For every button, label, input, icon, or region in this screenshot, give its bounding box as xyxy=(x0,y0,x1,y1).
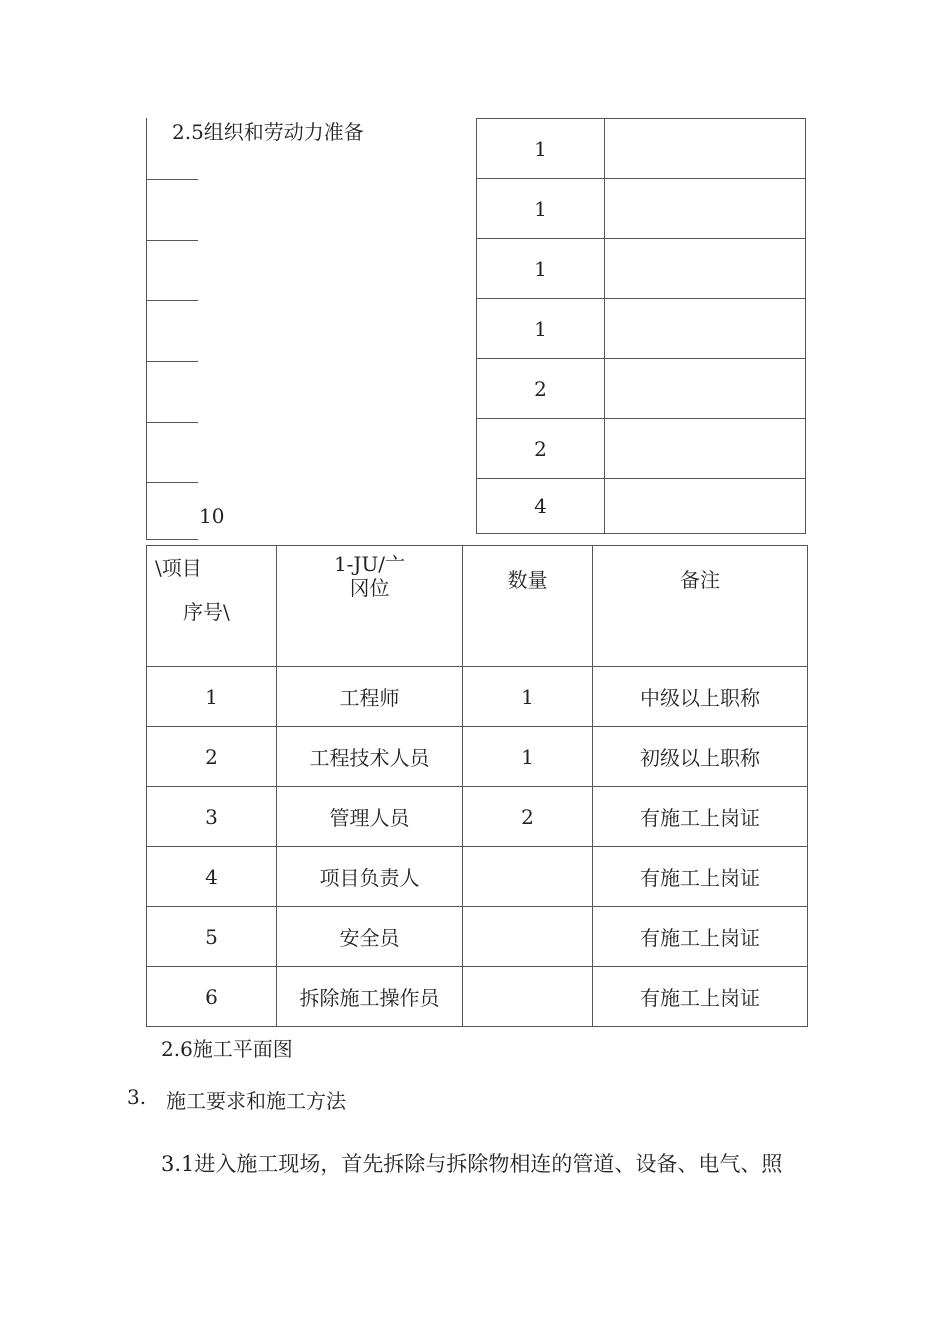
section-2-6-heading: 2.6施工平面图 xyxy=(161,1037,293,1061)
row-post: 工程技术人员 xyxy=(277,727,463,787)
quantity-cell: 1 xyxy=(477,179,605,239)
header-post-cell xyxy=(277,546,463,667)
header-item-label: \项目 xyxy=(155,556,202,580)
row-note: 中级以上职称 xyxy=(593,667,808,727)
row-quantity xyxy=(463,847,593,907)
section-3-heading: 施工要求和施工方法 xyxy=(166,1089,346,1113)
note-cell xyxy=(605,479,806,534)
left-rule xyxy=(146,179,198,180)
row-note: 有施工上岗证 xyxy=(593,787,808,847)
quantity-cell: 2 xyxy=(477,359,605,419)
quantity-cell: 1 xyxy=(477,119,605,179)
row-note: 有施工上岗证 xyxy=(593,907,808,967)
left-rule xyxy=(146,422,198,423)
row-post: 拆除施工操作员 xyxy=(277,967,463,1027)
row-post: 安全员 xyxy=(277,907,463,967)
row-number: 6 xyxy=(147,967,277,1027)
left-rule xyxy=(146,240,198,241)
note-cell xyxy=(605,419,806,479)
row-number: 3 xyxy=(147,787,277,847)
row-post: 管理人员 xyxy=(277,787,463,847)
row-quantity: 1 xyxy=(463,727,593,787)
table-row xyxy=(147,667,808,727)
quantity-fragment-table xyxy=(476,118,806,534)
row-post: 项目负责人 xyxy=(277,847,463,907)
left-rule xyxy=(146,361,198,362)
table-row xyxy=(477,299,806,359)
row-post: 工程师 xyxy=(277,667,463,727)
row-note: 初级以上职称 xyxy=(593,727,808,787)
table-row xyxy=(477,179,806,239)
row-number: 4 xyxy=(147,847,277,907)
note-cell xyxy=(605,239,806,299)
table-row xyxy=(477,479,806,534)
row-note: 有施工上岗证 xyxy=(593,967,808,1027)
left-rule xyxy=(146,539,198,540)
table-row xyxy=(477,119,806,179)
header-note-label: 备注 xyxy=(680,568,720,592)
row-quantity: 2 xyxy=(463,787,593,847)
quantity-cell: 1 xyxy=(477,299,605,359)
row-quantity xyxy=(463,967,593,1027)
note-cell xyxy=(605,179,806,239)
table-row xyxy=(477,419,806,479)
header-note-cell xyxy=(593,546,808,667)
row-quantity xyxy=(463,907,593,967)
row-note: 有施工上岗证 xyxy=(593,847,808,907)
header-quantity-cell xyxy=(463,546,593,667)
section-2-5-heading: 2.5组织和劳动力准备 xyxy=(172,120,364,144)
left-fragment-value: 10 xyxy=(199,504,225,528)
header-post-line1: 1-JU/亠 xyxy=(333,552,406,576)
note-cell xyxy=(605,359,806,419)
table-header-row xyxy=(147,546,808,667)
table-row xyxy=(147,787,808,847)
quantity-cell: 1 xyxy=(477,239,605,299)
table-row xyxy=(477,239,806,299)
row-number: 1 xyxy=(147,667,277,727)
left-rule xyxy=(146,482,198,483)
section-3-number: 3. xyxy=(127,1085,147,1109)
table-row xyxy=(147,907,808,967)
row-number: 5 xyxy=(147,907,277,967)
row-quantity: 1 xyxy=(463,667,593,727)
header-number-label: 序号\ xyxy=(183,600,230,624)
table-row xyxy=(147,967,808,1027)
left-border xyxy=(146,118,147,540)
quantity-cell: 2 xyxy=(477,419,605,479)
table-row xyxy=(147,847,808,907)
note-cell xyxy=(605,299,806,359)
header-diagonal-cell xyxy=(147,546,277,667)
staff-table xyxy=(146,545,808,1027)
row-number: 2 xyxy=(147,727,277,787)
paragraph-3-1: 3.1进入施工现场，首先拆除与拆除物相连的管道、设备、电气、照 xyxy=(161,1152,783,1176)
header-post-line2: 冈位 xyxy=(349,576,390,600)
table-row xyxy=(147,727,808,787)
note-cell xyxy=(605,119,806,179)
table-row xyxy=(477,359,806,419)
left-rule xyxy=(146,300,198,301)
header-quantity-label: 数量 xyxy=(507,568,548,592)
quantity-cell: 4 xyxy=(477,479,605,534)
